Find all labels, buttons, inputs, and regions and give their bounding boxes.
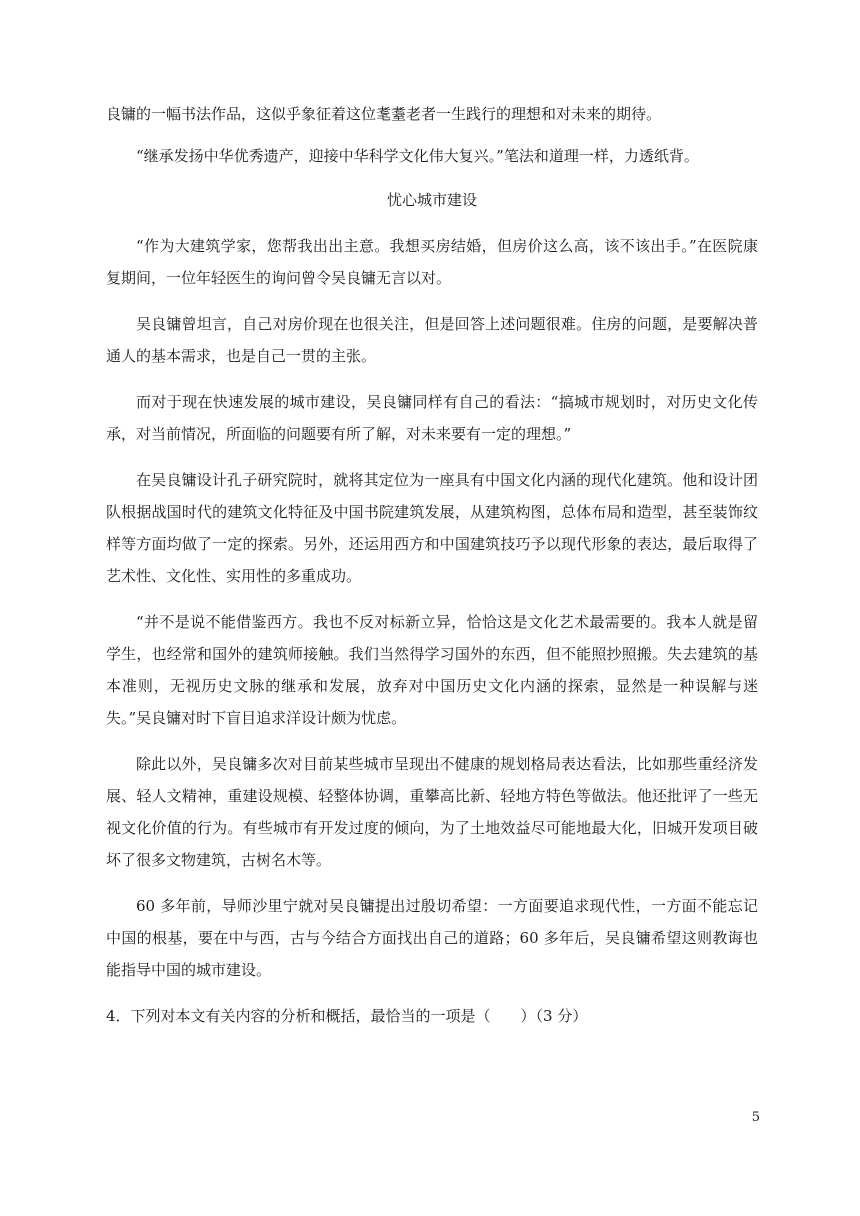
- section-heading: 忧心城市建设: [386, 191, 477, 209]
- body-paragraph: 而对于现在快速发展的城市建设，吴良镛同样有自己的看法：“搞城市规划时，对历史文化传承，对当前情况，所面临的问题要有所了解，对未来要有一定的理想。”: [106, 393, 758, 443]
- calligraphy-quote-paragraph: “继承发扬中华优秀遗产，迎接中华科学文化伟大复兴。”笔法和道理一样，力透纸背。: [136, 147, 699, 165]
- body-paragraph: 除此以外，吴良镛多次对目前某些城市呈现出不健康的规划格局表达看法，比如那些重经济发展、轻人文精神，重建设规模、轻整体协调，重攀高比新、轻地方特色等做法。他还批评了一些无视文化价值的行为。有些城市有开发过度的倾向，为了土地效益尽可能地最大化，旧城开发项目破坏了很多文物建筑，古树名木等。: [106, 755, 758, 869]
- body-paragraph: 吴良镛曾坦言，自己对房价现在也很关注，但是回答上述问题很难。住房的问题，是要解决普通人的基本需求，也是自己一贯的主张。: [106, 315, 758, 365]
- body-paragraph: “作为大建筑学家，您帮我出出主意。我想买房结婚，但房价这么高，该不该出手。”在医院康复期间，一位年轻医生的询问曾令吴良镛无言以对。: [106, 237, 758, 287]
- intro-paragraph-continued: 良镛的一幅书法作品，这似乎象征着这位耄耋老者一生践行的理想和对未来的期待。: [106, 105, 662, 123]
- body-paragraph: 60 多年前，导师沙里宁就对吴良镛提出过殷切希望：一方面要追求现代性，一方面不能忘记中国的根基，要在中与西，古与今结合方面找出自己的道路；60 多年后，吴良镛希望这则教诲也能指导中国的城市建设。: [106, 897, 758, 979]
- body-paragraph: 在吴良镛设计孔子研究院时，就将其定位为一座具有中国文化内涵的现代化建筑。他和设计团队根据战国时代的建筑文化特征及中国书院建筑发展，从建筑构图，总体布局和造型，甚至装饰纹样等方面均做了一定的探索。另外，还运用西方和中国建筑技巧予以现代形象的表达，最后取得了艺术性、文化性、实用性的多重成功。: [106, 471, 758, 585]
- document-body: [106, 98, 758, 1032]
- body-paragraph: “并不是说不能借鉴西方。我也不反对标新立异，恰恰这是文化艺术最需要的。我本人就是留学生，也经常和国外的建筑师接触。我们当然得学习国外的东西，但不能照抄照搬。失去建筑的基本准则，无视历史文脉的继承和发展，放弃对中国历史文化内涵的探索，显然是一种误解与迷失。”吴良镛对时下盲目追求洋设计颇为忧虑。: [106, 613, 758, 727]
- page-number: 5: [751, 1110, 760, 1125]
- question-4: 4．下列对本文有关内容的分析和概括，最恰当的一项是（ ）（3 分）: [106, 1007, 588, 1025]
